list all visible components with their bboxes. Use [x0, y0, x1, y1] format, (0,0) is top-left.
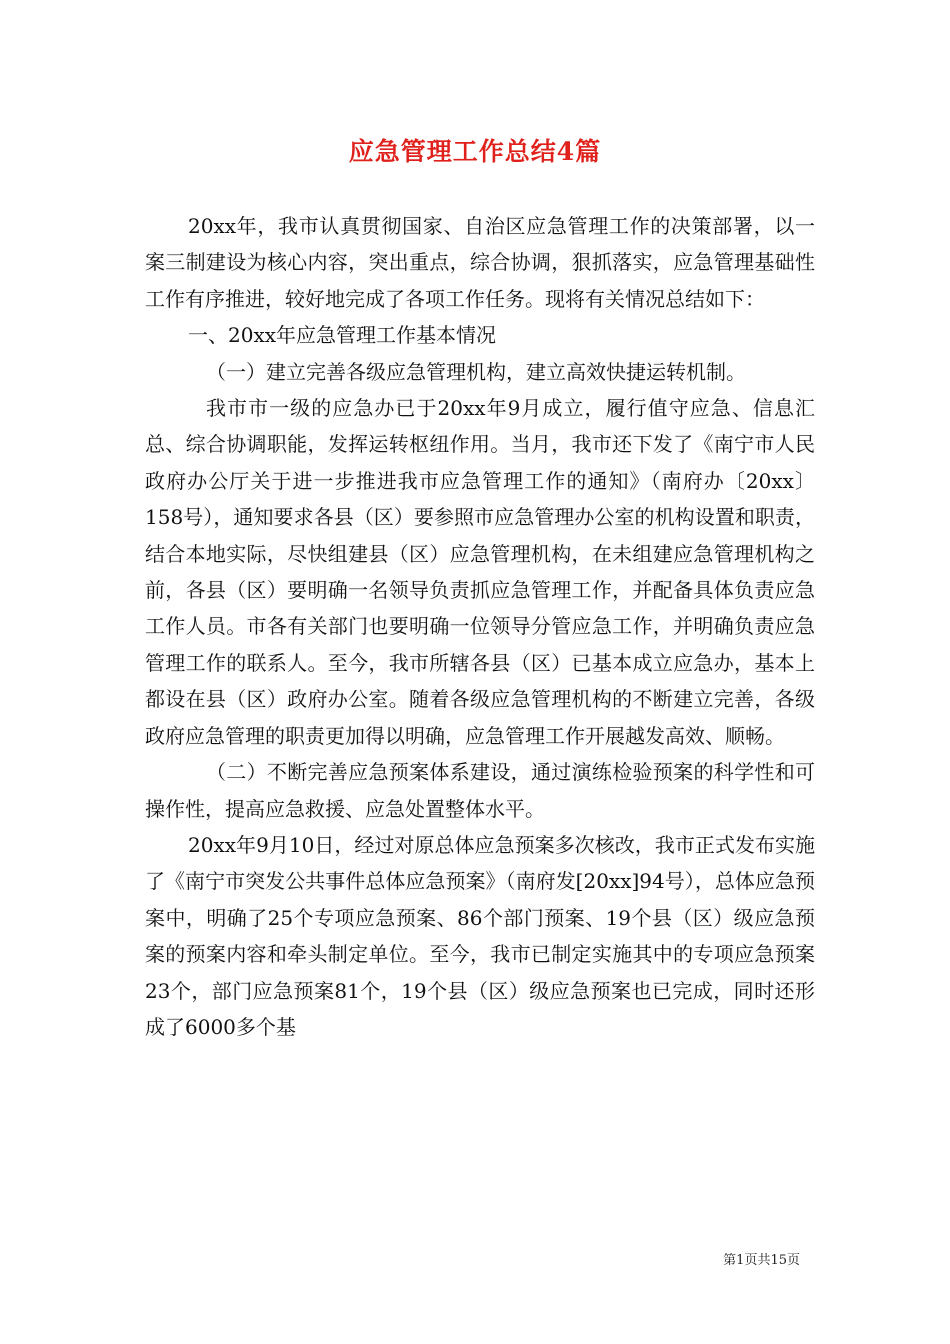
- document-title: 应急管理工作总结4篇: [348, 137, 602, 166]
- page-number: 第1页共15页: [723, 1253, 800, 1268]
- paragraph-plans: 20xx年9月10日，经过对原总体应急预案多次核改，我市正式发布实施了《南宁市突发公共事件总体应急预案》（南府发[20xx]94号），总体应急预案中，明确了25个专项应急预案、86个部门预案、19个县（区）级应急预案的预案内容和牵头制定单位。至今，我市已制定实施其中的专项应急预案23个，部门应急预案81个，19个县（区）级应急预案也已完成，同时还形成了6000多个基: [145, 832, 815, 1039]
- paragraph-agency: 我市市一级的应急办已于20xx年9月成立，履行值守应急、信息汇总、综合协调职能，发挥运转枢纽作用。当月，我市还下发了《南宁市人民政府办公厅关于进一步推进我市应急管理工作的通知》（南府办〔20xx〕158号），通知要求各县（区）要参照市应急管理办公室的机构设置和职责，结合本地实际，尽快组建县（区）应急管理机构，在未组建应急管理机构之前，各县（区）要明确一名领导负责抓应急管理工作，并配备具体负责应急工作人员。市各有关部门也要明确一位领导分管应急工作，并明确负责应急管理工作的联系人。至今，我市所辖各县（区）已基本成立应急办，基本上都设在县（区）政府办公室。随着各级应急管理机构的不断建立完善，各级政府应急管理的职责更加得以明确，应急管理工作开展越发高效、顺畅。: [145, 396, 815, 748]
- paragraph-intro: 20xx年，我市认真贯彻国家、自治区应急管理工作的决策部署，以一案三制建设为核心内容，突出重点，综合协调，狠抓落实，应急管理基础性工作有序推进，较好地完成了各项工作任务。现将有关情况总结如下：: [145, 214, 815, 311]
- section-heading-1: 一、20xx年应急管理工作基本情况: [188, 323, 497, 348]
- document-body: [145, 208, 815, 1045]
- subsection-heading-2: （二）不断完善应急预案体系建设，通过演练检验预案的科学性和可操作性，提高应急救援、应急处置整体水平。: [145, 760, 815, 821]
- subsection-heading-1: （一）建立完善各级应急管理机构，建立高效快捷运转机制。: [206, 359, 746, 384]
